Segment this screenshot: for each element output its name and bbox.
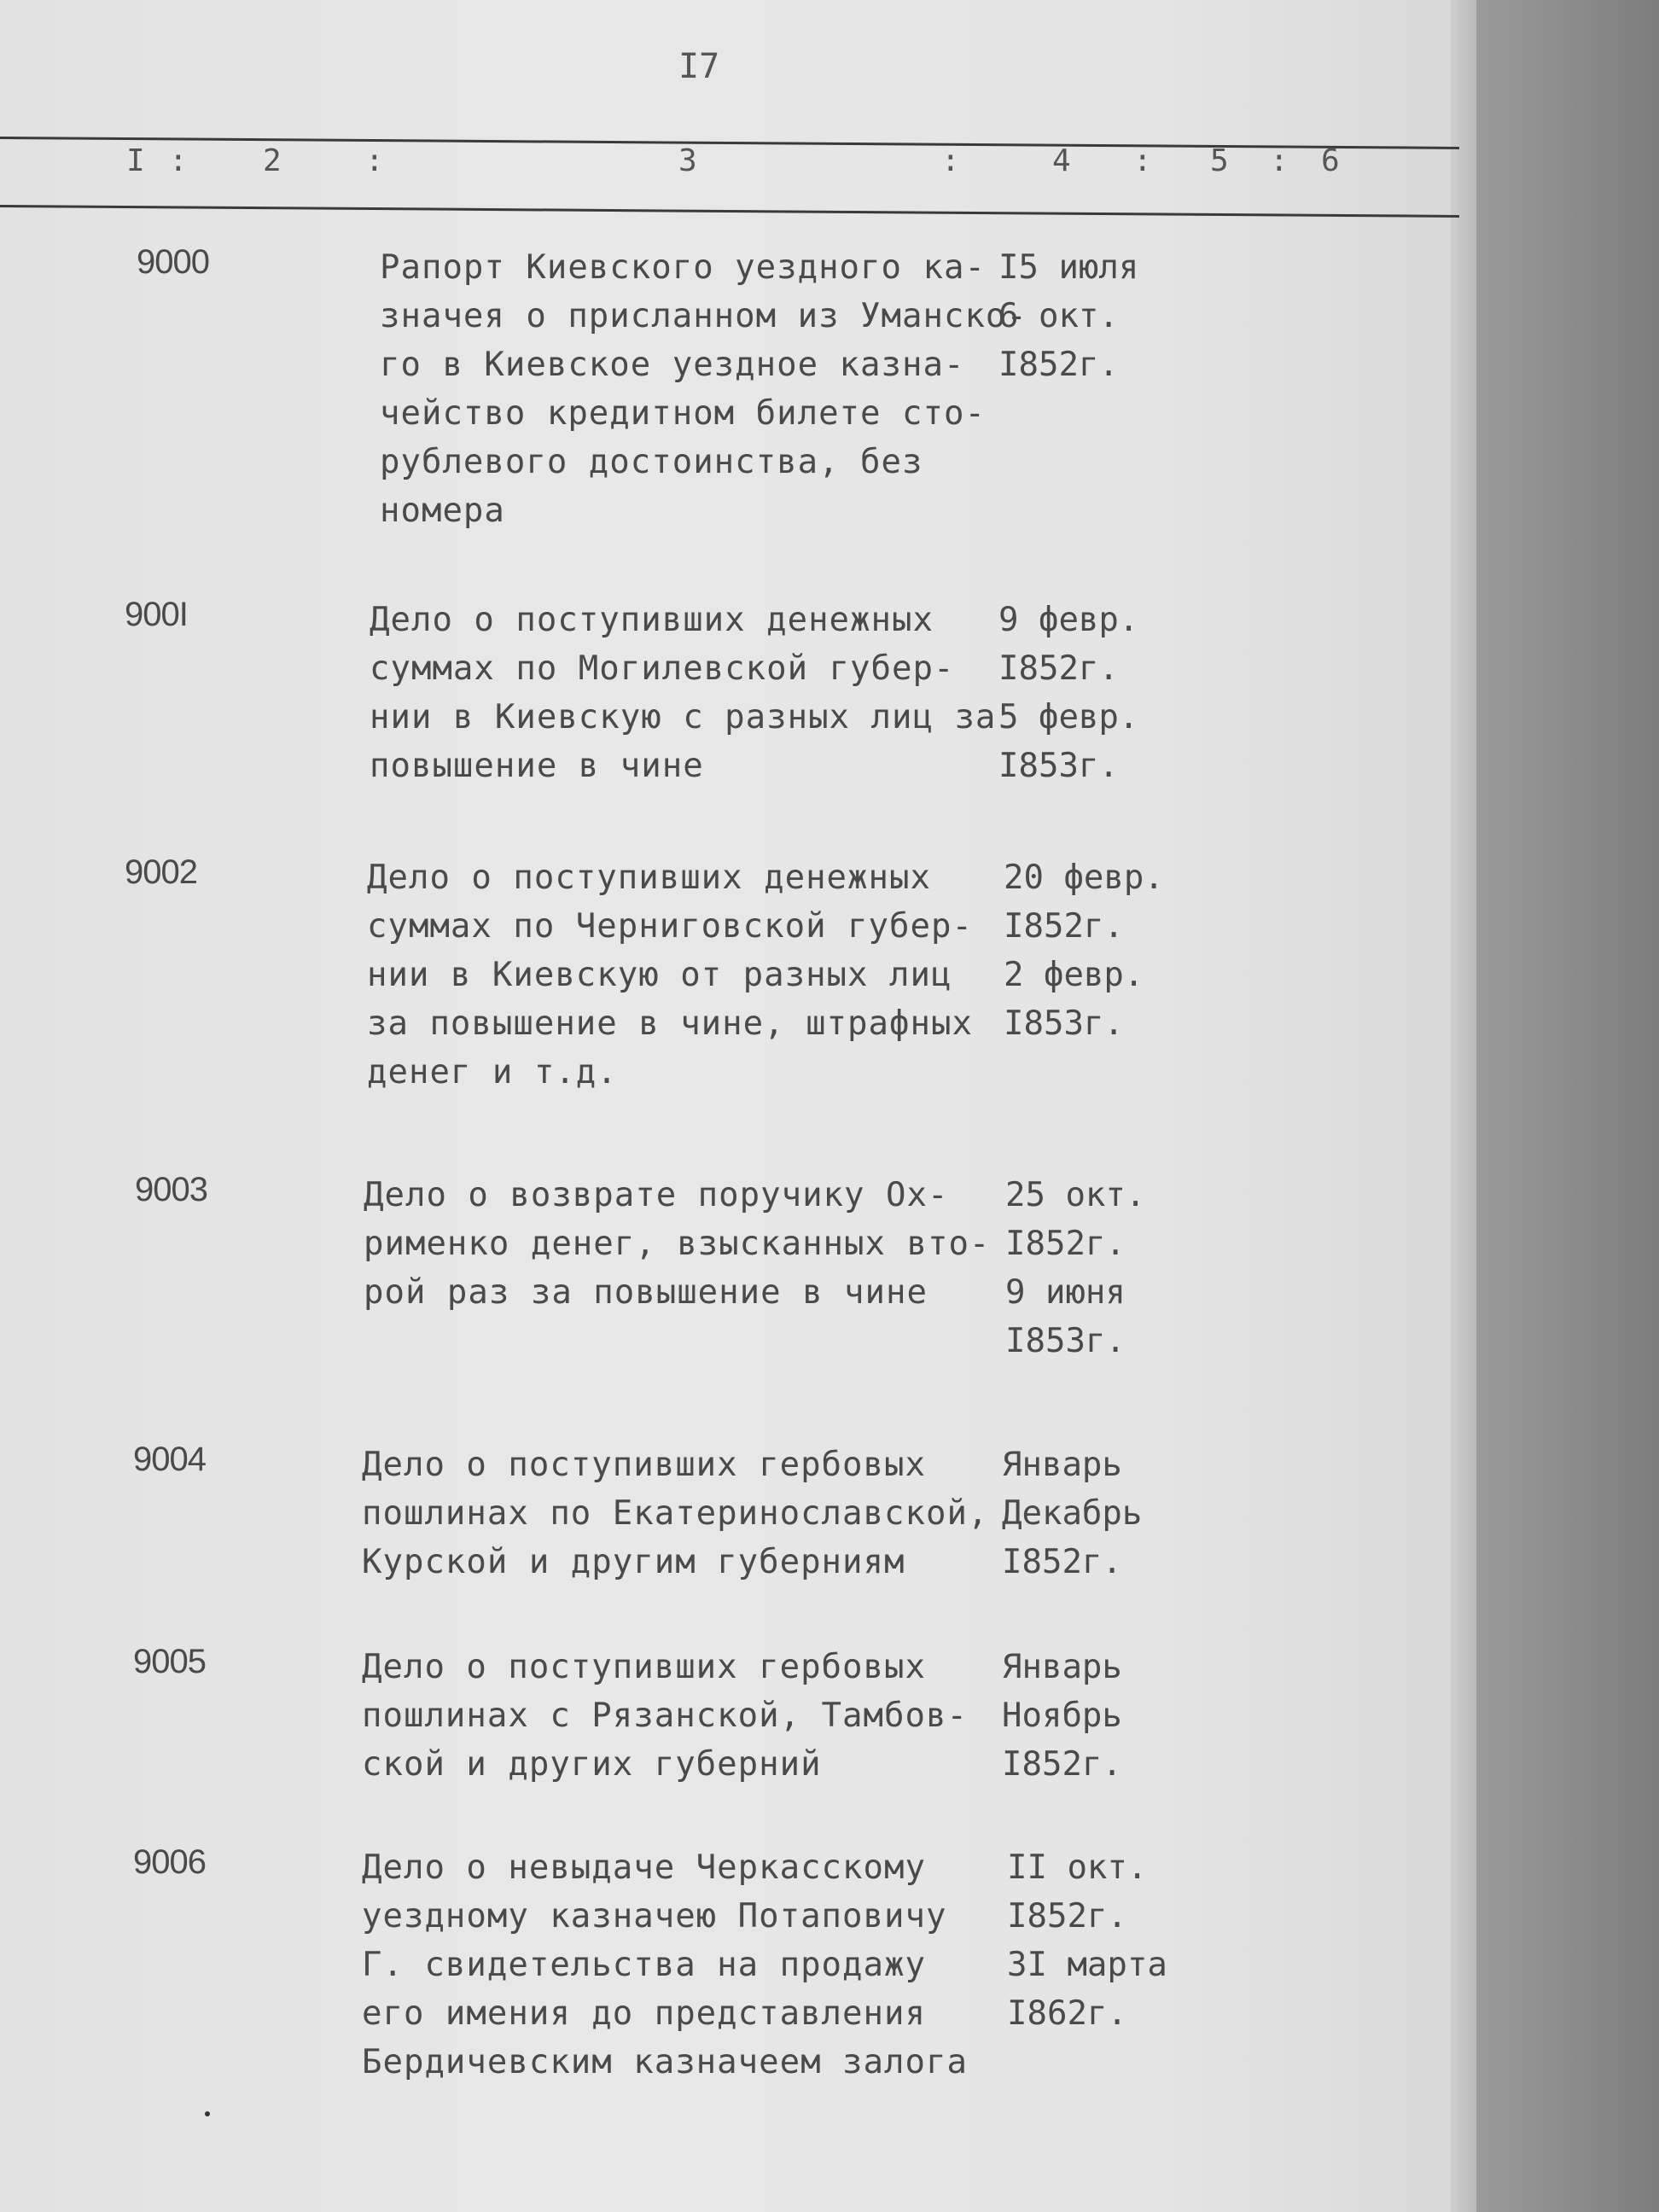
column-header-3: 3 [678, 143, 697, 178]
entry-dates: I5 июля 6 окт. I852г. [998, 248, 1139, 384]
entry-description: Дело о невыдаче Черкасскому уездному казначею Потаповичу Г. свидетельства на продажу его имения до представления Бердичевским казначеем залога [362, 1848, 968, 2081]
column-separator: : [169, 143, 188, 178]
entry-number: 9002 [125, 853, 197, 891]
column-header-4: 4 [1052, 143, 1071, 178]
entry-description: Дело о поступивших гербовых пошлинах по Екатеринославской, Курской и другим губерниям [362, 1446, 989, 1581]
entry-number: 9005 [133, 1643, 206, 1680]
column-separator: : [941, 143, 960, 178]
entry-number: 9004 [133, 1441, 206, 1478]
entry-dates: Январь Декабрь I852г. [1002, 1446, 1143, 1581]
column-header-5: 5 [1210, 143, 1229, 178]
entry-number: 9006 [133, 1843, 206, 1881]
entry-dates: 25 окт. I852г. 9 июня I853г. [1005, 1176, 1146, 1360]
entry-number: 900I [125, 596, 188, 633]
page-number: I7 [678, 47, 720, 86]
entry-number: 9000 [137, 243, 209, 281]
entry-dates: 20 февр. I852г. 2 февр. I853г. [1004, 859, 1164, 1043]
entry-number: 9003 [135, 1171, 207, 1208]
column-separator: : [365, 143, 384, 178]
column-header-6: 6 [1321, 143, 1340, 178]
entry-dates: 9 февр. I852г. 5 февр. I853г. [998, 601, 1139, 785]
entry-description: Рапорт Киевского уездного ка- значея о присланном из Уманско- го в Киевское уездное казна- чейство кредитном билете сто- рублевого достоинства, без номера [380, 248, 1027, 530]
page-edge [1451, 0, 1476, 2212]
column-header-1: I [126, 143, 145, 178]
column-separator: : [1270, 143, 1289, 178]
entry-description: Дело о поступивших денежных суммах по Черниговской губер- нии в Киевскую от разных лиц за повышение в чине, штрафных денег и т.д. [367, 859, 973, 1091]
ink-speck [205, 2111, 210, 2116]
entry-dates: II окт. I852г. 3I марта I862г. [1007, 1848, 1167, 2033]
background-sheets [1476, 0, 1659, 2212]
entry-description: Дело о поступивших гербовых пошлинах с Рязанской, Тамбов- ской и других губерний [362, 1648, 968, 1784]
entry-dates: Январь Ноябрь I852г. [1002, 1648, 1122, 1784]
column-header-2: 2 [263, 143, 282, 178]
entry-description: Дело о возврате поручику Ох- рименко денег, взысканных вто- рой раз за повышение в чине [364, 1176, 991, 1312]
column-separator: : [1133, 143, 1152, 178]
entry-description: Дело о поступивших денежных суммах по Могилевской губер- нии в Киевскую с разных лиц за повышение в чине [370, 601, 997, 785]
